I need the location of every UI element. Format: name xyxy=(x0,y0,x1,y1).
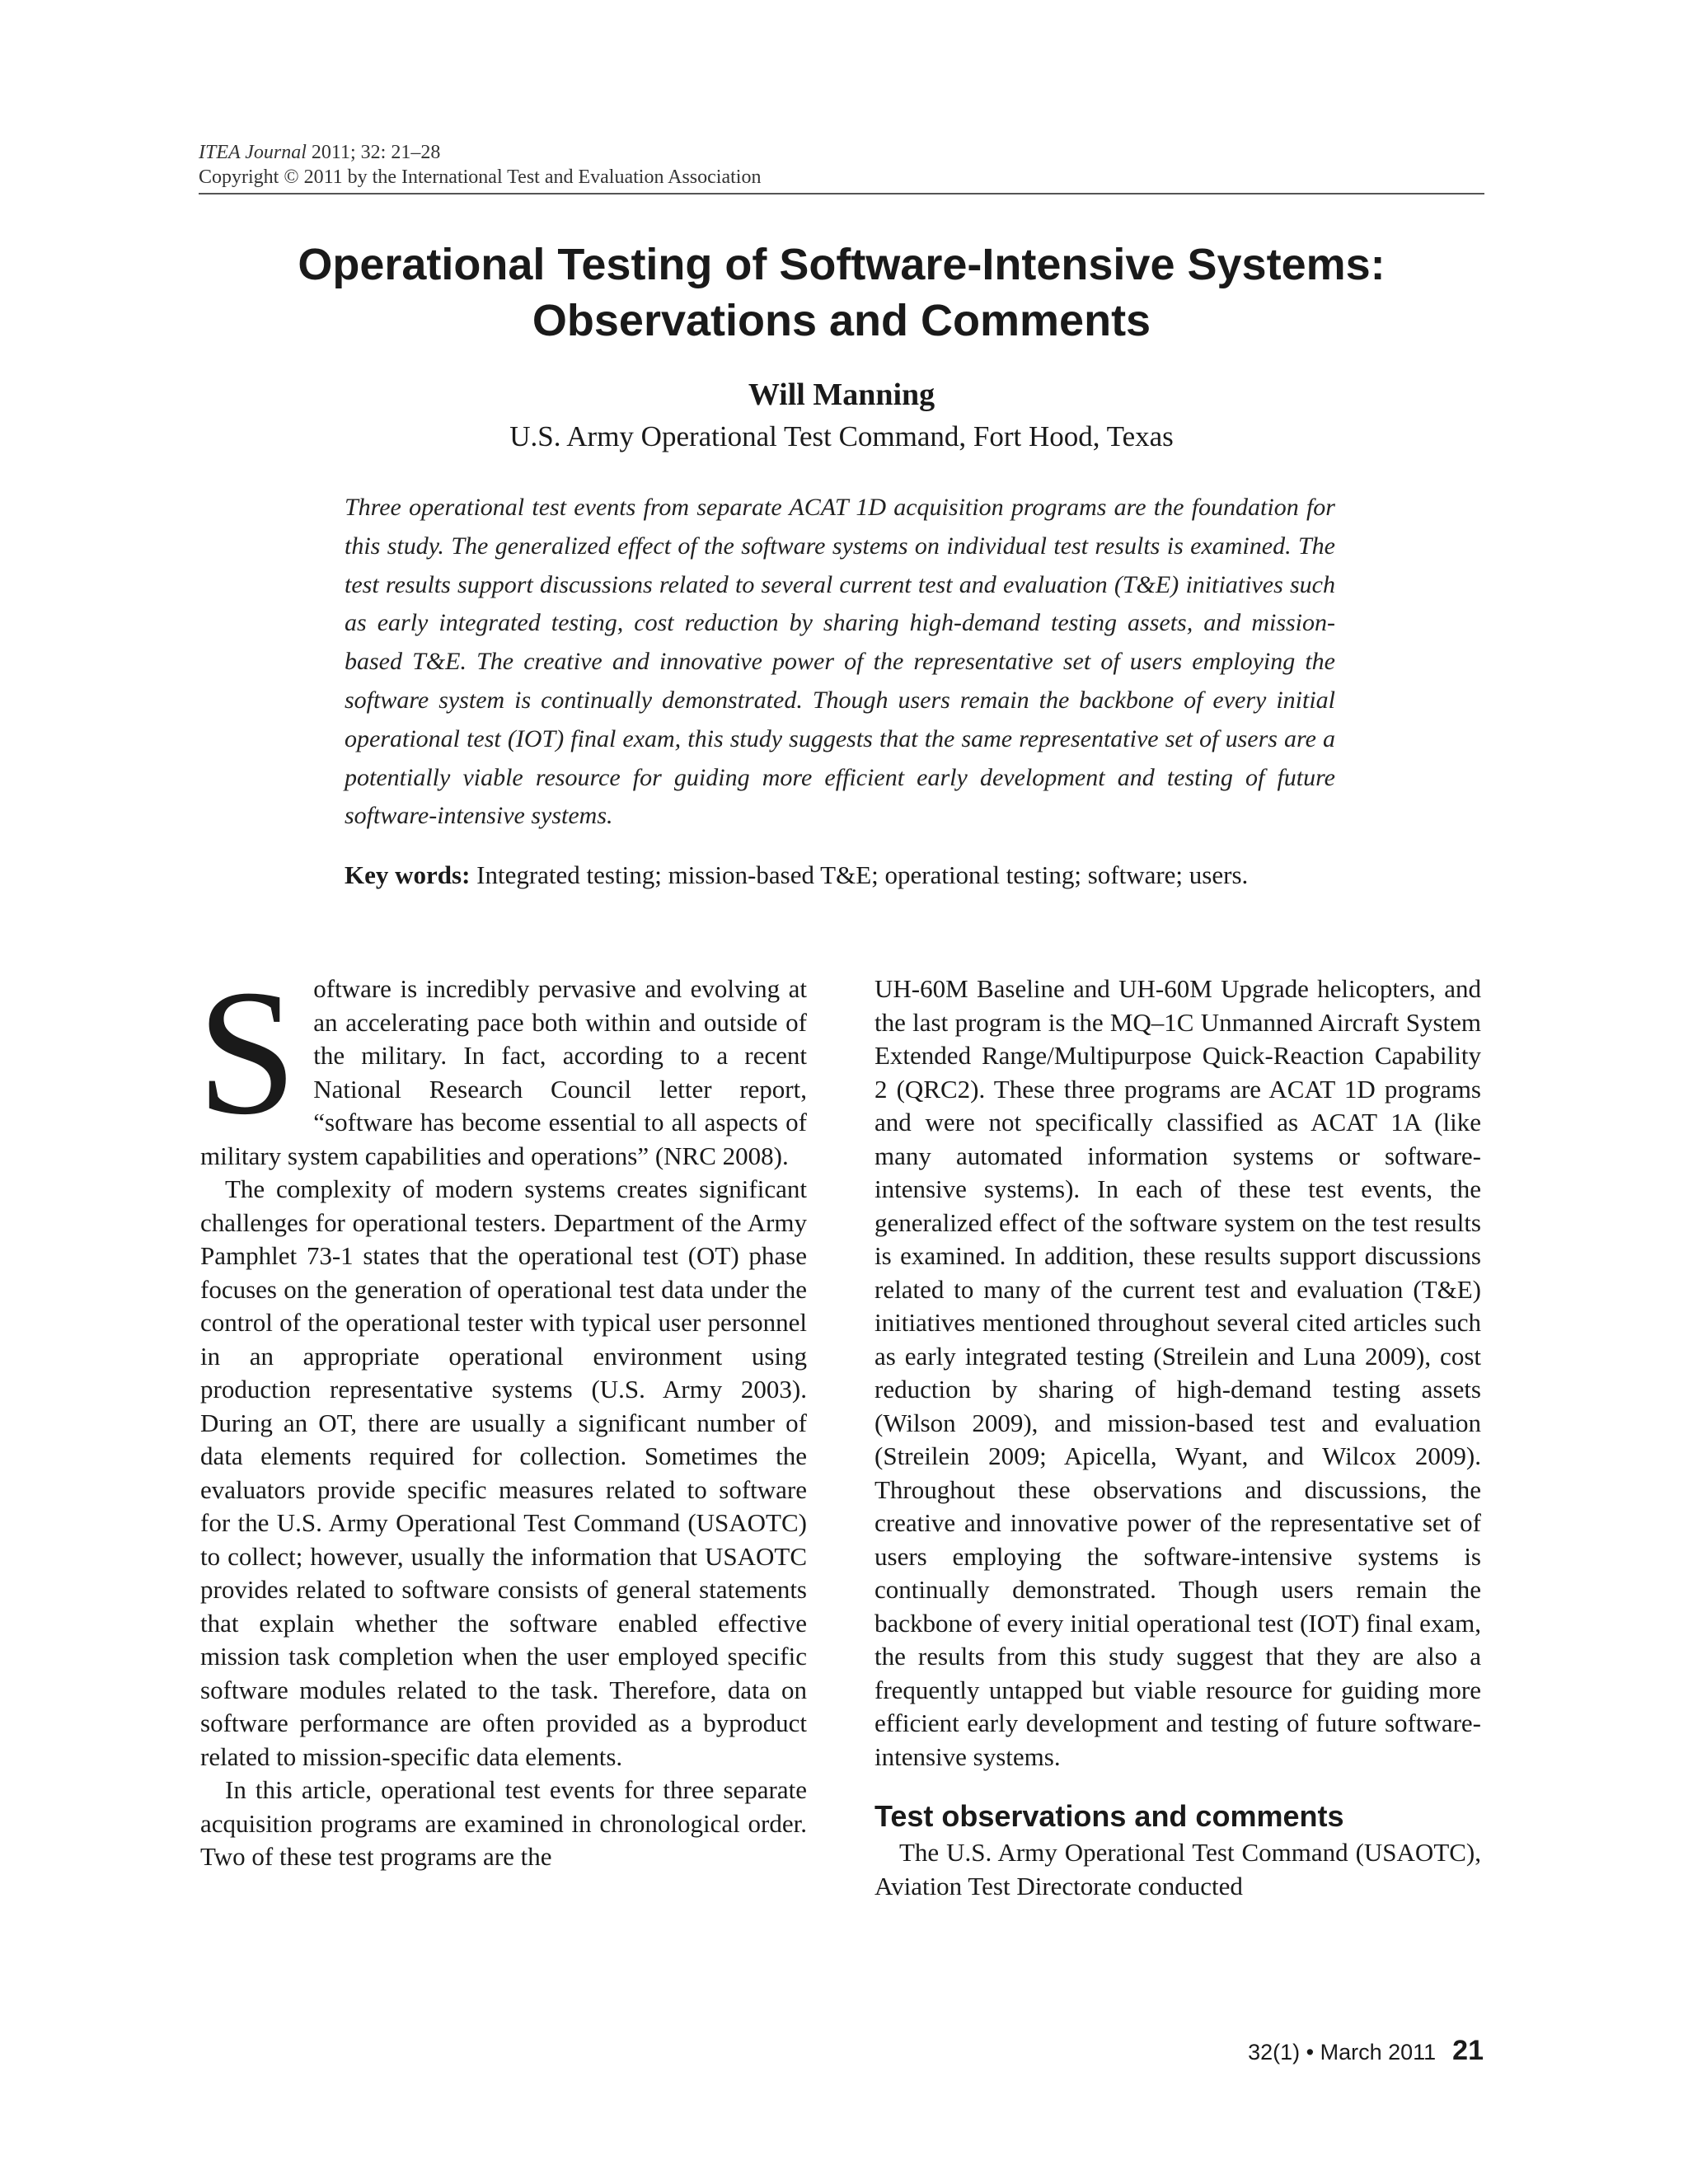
title-line-1: Operational Testing of Software-Intensive Systems: xyxy=(298,240,1386,289)
paragraph-3: In this article, operational test events for three separate acquisition programs are examined in chronological order. Two of these test programs are the xyxy=(200,1775,807,1871)
keywords xyxy=(345,856,1335,894)
page-footer xyxy=(989,2032,1484,2071)
issue-info: 32(1) • March 2011 xyxy=(1248,2040,1437,2064)
paragraph-2: The complexity of modern systems creates significant challenges for operational testers. Department of the Army Pamphlet 73-1 states that the operational test (OT) phase focuses on the generation of operational test data under the control of the operational tester with typical user personnel in an appropriate operational environment using production representative systems (U.S. Army 2003). During an OT, there are usually a significant number of data elements required for collection. Sometimes the evaluators provide specific measures related to software for the U.S. Army Operational Test Command (USAOTC) to collect; however, usually the information that USAOTC provides related to software consists of general statements that explain whether the software enabled effective mission task completion when the user employed specific software modules related to the task. Therefore, data on software performance are often provided as a byproduct related to mission-specific data elements. xyxy=(200,1174,807,1771)
copyright-line: Copyright © 2011 by the International Test and Evaluation Association xyxy=(199,166,762,188)
paragraph-4: UH-60M Baseline and UH-60M Upgrade helicopters, and the last program is the MQ–1C Unmanned Aircraft System Extended Range/Multipurpose Quick-Reaction Capability 2 (QRC2). These three programs are ACAT 1D programs and were not specifically classified as ACAT 1A (like many automated information systems or software-intensive systems). In each of these test events, the generalized effect of the software system on the test results is examined. In addition, these results support discussions related to many of the current test and evaluation (T&E) initiatives mentioned throughout several cited articles such as early integrated testing (Streilein and Luna 2009), cost reduction by sharing of high-demand testing assets (Wilson 2009), and mission-based test and evaluation (Streilein 2009; Apicella, Wyant, and Wilcox 2009). Throughout these observations and discussions, the creative and innovative power of the representative set of users employing the software-intensive systems is continually demonstrated. Though users remain the backbone of every initial operational test (IOT) final exam, the results from this study suggest that they are also a frequently untapped but viable resource for guiding more efficient early development and testing of future software-intensive systems. xyxy=(874,974,1481,1771)
article-title xyxy=(199,237,1484,349)
title-line-2: Observations and Comments xyxy=(532,296,1151,345)
paragraph-1-text: oftware is incredibly pervasive and evolving at an accelerating pace both within and outside of the military. In fact, according to a recent National Research Council letter report, “software has become essential to all aspects of military system capabilities and operations” (NRC 2008). xyxy=(200,974,807,1170)
journal-citation xyxy=(199,140,1484,165)
page-number: 21 xyxy=(1452,2035,1484,2066)
abstract: Three operational test events from separate ACAT 1D acquisition programs are the foundation for this study. The generalized effect of the software systems on individual test results is examined. The test results support discussions related to several current test and evaluation (T&E) initiatives such as early integrated testing, cost reduction by sharing high-demand testing assets, and mission-based T&E. The creative and innovative power of the representative set of users employing the software system is continually demonstrated. Though users remain the backbone of every initial operational test (IOT) final exam, this study suggests that the same representative set of users are a potentially viable resource for guiding more efficient early development and testing of future software-intensive systems. xyxy=(345,494,1335,830)
author-affiliation: U.S. Army Operational Test Command, Fort Hood, Texas xyxy=(509,420,1174,452)
paragraph-5: The U.S. Army Operational Test Command (USAOTC), Aviation Test Directorate conducted xyxy=(874,1838,1481,1900)
drop-cap: S xyxy=(197,954,298,1152)
citation-details: 2011; 32: 21–28 xyxy=(306,142,441,163)
paragraph-1 xyxy=(197,954,807,1173)
journal-name: ITEA Journal xyxy=(199,142,307,163)
body-column-right xyxy=(874,972,1481,1903)
body-column-left xyxy=(197,954,807,1874)
section-heading: Test observations and comments xyxy=(874,1799,1344,1833)
page-header xyxy=(199,140,1484,194)
keywords-label: Key words: xyxy=(345,860,471,889)
keywords-list: Integrated testing; mission-based T&E; operational testing; software; users. xyxy=(470,860,1249,889)
author-name: Will Manning xyxy=(748,377,935,412)
